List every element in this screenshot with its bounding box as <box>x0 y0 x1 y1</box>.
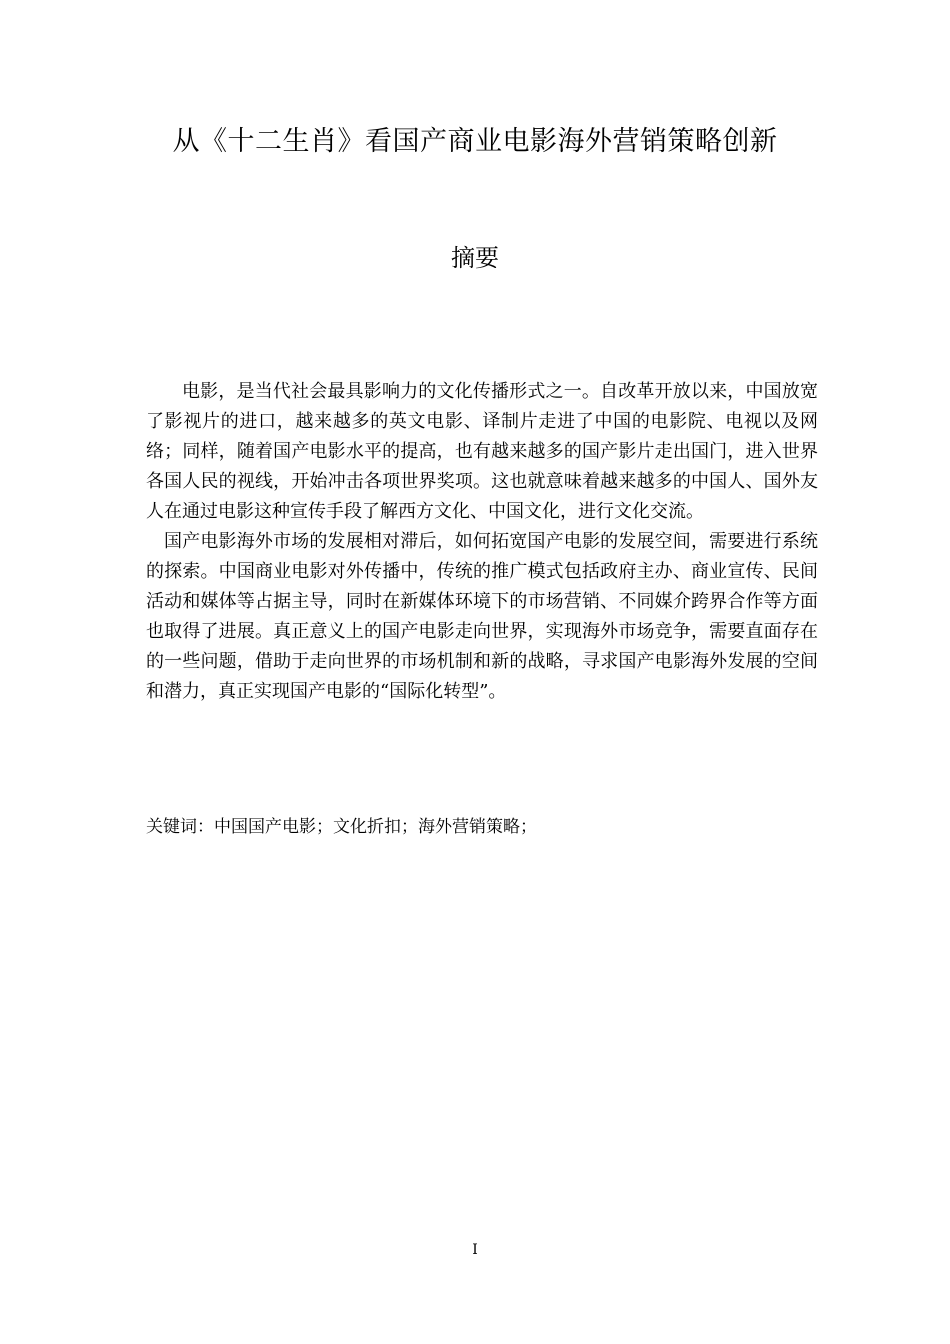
abstract-paragraph-2: 国产电影海外市场的发展相对滞后，如何拓宽国产电影的发展空间，需要进行系统的探索。中国商业电影对外传播中，传统的推广模式包括政府主办、商业宣传、民间活动和媒体等占据主导，同时在新媒体环境下的市场营销、不同媒介跨界合作等方面也取得了进展。真正意义上的国产电影走向世界，实现海外市场竞争，需要直面存在的一些问题，借助于走向世界的市场机制和新的战略，寻求国产电影海外发展的空间和潜力，真正实现国产电影的“国际化转型”。 <box>146 531 818 702</box>
keywords-label: 关键词： <box>146 817 214 837</box>
keywords-text: 中国国产电影；文化折扣；海外营销策略； <box>214 817 537 837</box>
abstract-body <box>146 377 818 707</box>
document-title: 从《十二生肖》看国产商业电影海外营销策略创新 <box>172 126 778 157</box>
page-number: I <box>472 1242 478 1258</box>
abstract-heading: 摘要 <box>451 244 499 272</box>
keywords-line <box>146 812 818 842</box>
abstract-paragraph-1: 电影，是当代社会最具影响力的文化传播形式之一。自改革开放以来，中国放宽了影视片的进口，越来越多的英文电影、译制片走进了中国的电影院、电视以及网络；同样，随着国产电影水平的提高，也有越来越多的国产影片走出国门，进入世界各国人民的视线，开始冲击各项世界奖项。这也就意味着越来越多的中国人、国外友人在通过电影这种宣传手段了解西方文化、中国文化，进行文化交流。 <box>146 381 818 522</box>
